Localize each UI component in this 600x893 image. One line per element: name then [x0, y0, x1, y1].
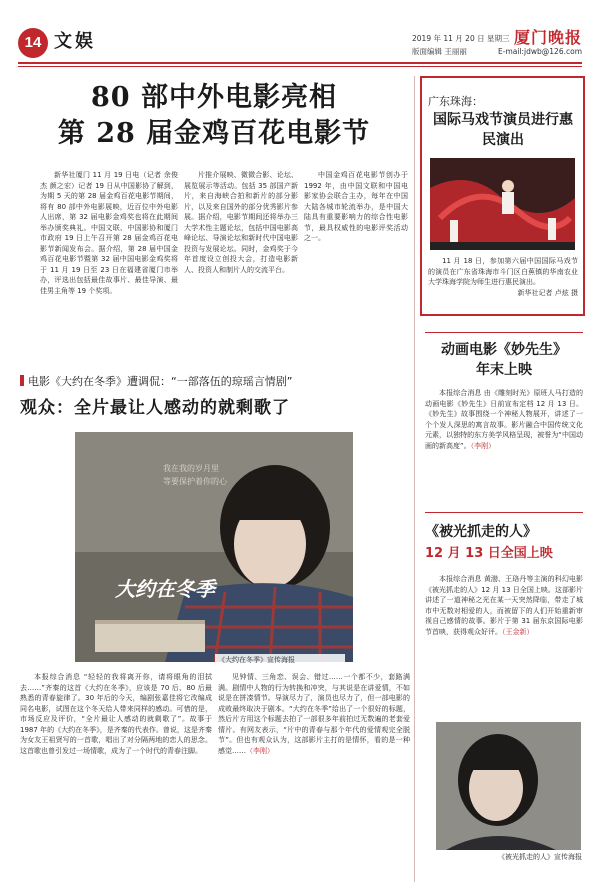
contact-email: E-mail:jdwb@126.com [498, 47, 582, 56]
side1-byline: 新华社记者 卢炫 摄 [517, 288, 578, 297]
side3-rule [425, 512, 583, 513]
side1-body: 11 月 18 日，参加第六届中国国际马戏节的演员在广东省珠海市斗门区白蕉镇的华南农业大学珠海学院为师生进行惠民演出。 新华社记者 卢炫 摄 [428, 257, 578, 297]
story-column-2: 见钟情、三角恋、误会、错过……一个都不少，套路满满。剧情中人物的行为转换和冲突，与其说是在讲爱情，不如说是在拼凑情节。导演尽力了，演员也尽力了，但一部电影的成败最终取决于剧本。“大约在冬季”给出了一个很好的标题，然后片方用这个标题去拍了一部很多年前拍过无数遍的老套爱情片。有网友表示，“片中的青春与那个年代的爱情观完全脱节”。但也有观众认为，这部影片主打的是情怀，看的是一种感觉……（李刚） [218, 673, 410, 755]
story-body [20, 672, 410, 882]
lead-body [40, 170, 408, 348]
story-column-1: 本报综合消息 “轻轻的我将离开你，请将眼角的泪拭去……”齐秦的这首《大约在冬季》，应该是 70 后、80 后最熟悉的青春旋律了。30 年后的今天，编剧张嘉佳将它改编成同名电影，试图在这个冬天给人带来同样的感动。可惜的是，市场反应及评价，“全片最让人感动的就剩歌了”。故事于 1987 年的《大约在冬季》，是齐秦的代表作。曾说，这是齐秦为女友王祖贤写的一首歌，唱出了对分隔两地的恋人的思念。这首歌也曾引发过一场情歌，成为了一个时代的青春注脚。 [20, 673, 212, 755]
kicker-bar [20, 375, 24, 386]
circus-photo [430, 158, 575, 250]
poster-title: 大约在冬季 [115, 577, 215, 601]
lead-column-1: 新华社厦门 11 月 19 日电（记者 余俊杰 颜之宏）记者 19 日从中国影协了解到，为期 5 天的第 28 届金鸡百花电影节期间，将有 80 部中外电影展映，近百位中外电影人出席，第 32 届电影金鸡奖也将在此期间举办颁奖典礼。中国文联、中国影协和厦门市政府 19 日上午召开第 28 届金鸡百花电影节新闻发布会。据介绍，第 28 届中国金鸡百花电影节暨第 32 届中国电影金鸡奖将于 11 月 19 日至 23 日在福建省厦门市举办，评选出包括最佳故事片、最佳导演、最佳男主角等 19 个奖项。 [40, 171, 178, 295]
lead-column-3: 中国金鸡百花电影节创办于 1992 年，由中国文联和中国电影家协会联合主办，每年在中国大陆各城市轮流举办，是中国大陆具有重要影响力的综合性电影节，最具权威性的电影评奖活动之一。 [304, 171, 408, 242]
movie-poster-photo [75, 432, 353, 662]
newspaper-logo: 厦门晚报 [513, 28, 582, 47]
story-kicker-text: 电影《大约在冬季》遭调侃：“一部落伍的琼瑶言情剧” [28, 375, 293, 388]
side2-byline: （李刚） [470, 441, 496, 450]
column-divider [414, 76, 415, 882]
actress-illustration [436, 722, 581, 850]
lead-headline-line2: 第 28 届金鸡百花电影节 [57, 118, 371, 149]
side3-headline [425, 522, 583, 564]
side2-body: 本报综合消息 由《雕刻时光》原班人马打造的动画电影《妙先生》日前宣布定档 12 月 13 日。《妙先生》故事围绕一个神秘人物展开，讲述了一个个发人深思的寓言故事。影片融合中国传统文化元素，以独特的东方美学风格呈现，被誉为“中国动画的新高度”。（李刚） [425, 389, 583, 450]
story-byline: （李刚） [246, 746, 274, 755]
masthead-info [412, 30, 582, 57]
side3-headline-line1: 《被光抓走的人》 [425, 524, 537, 540]
poster-tagline: 我在我的岁月里 等要保护着你的心 [163, 464, 227, 486]
issue-date: 2019 年 11 月 20 日 星期三 [412, 33, 510, 43]
story-kicker [20, 374, 410, 390]
masthead-rule [18, 62, 582, 64]
lead-column-2: 片推介展映、微微合影、论坛、展览展示等活动。包括 35 部国产新片，来自海峡合拍和新片的部分影片，以及来自国外的部分优秀影片参展。据介绍，电影节期间还将举办三大学术性主题论坛，包括中国电影高峰论坛、导演论坛和新时代中国电影投资与发展论坛。同时，金鸡奖于今年首度设立创投大会，打造电影新人、投资人和制片人的交流平台。 [184, 171, 298, 274]
side3-byline: （王金新） [502, 627, 534, 636]
actress-photo [436, 722, 581, 850]
side2-headline-line1: 动画电影《妙先生》 [441, 342, 567, 358]
masthead-rule-thin [18, 66, 582, 67]
side2-headline [425, 340, 583, 380]
lead-headline-line1: 80 部中外电影亮相 [91, 82, 337, 113]
masthead [0, 0, 600, 68]
side2-rule [425, 332, 583, 333]
page-number-badge: 14 [18, 28, 48, 58]
side2-headline-line2: 年末上映 [476, 362, 532, 378]
page-editor: 版面编辑 王丽丽 [412, 47, 467, 56]
story-headline: 观众：全片最让人感动的就剩歌了 [20, 398, 290, 418]
lead-headline [20, 80, 408, 152]
section-title: 文娱 [54, 31, 96, 52]
side1-headline: 国际马戏节演员进行惠民演出 [433, 112, 573, 148]
side3-headline-line2: 12 月 13 日全国上映 [425, 546, 553, 561]
side1-kicker: 广东珠海： [428, 95, 483, 108]
side3-caption: 《被光抓走的人》宣传海报 [498, 853, 582, 861]
photo-caption: 《大约在冬季》宣传海报 [215, 654, 345, 666]
circus-illustration [430, 158, 575, 250]
side3-body: 本报综合消息 黄渤、王珞丹等主演的科幻电影《被光抓走的人》12 月 13 日全国上映。这部影片讲述了一道神秘之光在某一天突然降临，带走了城市中无数对相爱的人，而被留下的人们开始重新审视自己感情的故事。影片于第 31 届东京国际电影节首映，获得观众好评。（王金新） [425, 575, 583, 636]
